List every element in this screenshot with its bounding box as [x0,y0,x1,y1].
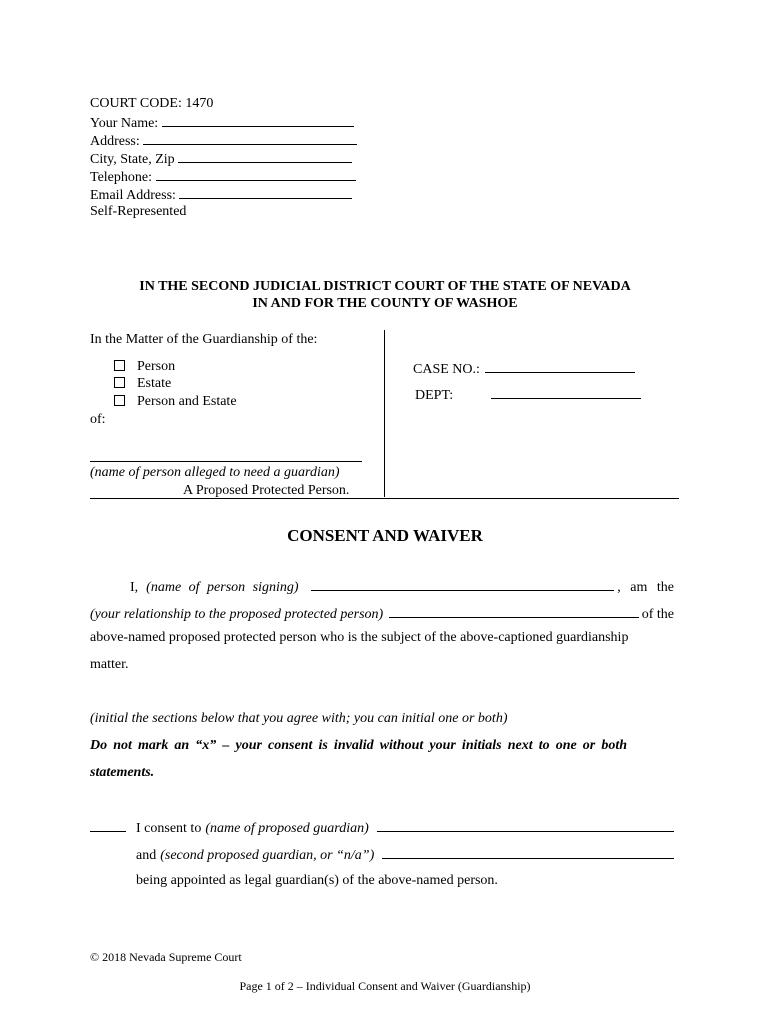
relationship-field[interactable] [389,604,639,618]
self-represented: Self-Represented [90,204,187,219]
second-guardian-row [136,845,674,864]
city-label: City, State, Zip [90,152,175,167]
telephone-field[interactable] [156,167,356,181]
your-name-row [90,113,354,133]
dept-row [415,385,641,404]
option-person-and-estate-label: Person and Estate [137,394,237,409]
appointed-line: being appointed as legal guardian(s) of the above-named person. [136,873,498,888]
warning-line-2: statements. [90,765,155,780]
case-no-row [413,359,635,378]
option-person[interactable] [114,359,175,375]
second-guardian-field[interactable] [382,845,674,859]
second-guardian-hint: (second proposed guardian, or “n/a”) [160,848,375,863]
am-the-label: , am the [617,580,674,595]
of-label: of: [90,412,106,427]
and-label: and [136,848,157,863]
option-person-and-estate[interactable] [114,394,237,410]
city-row [90,149,352,169]
case-no-label: CASE NO.: [413,362,480,377]
page-footer: Page 1 of 2 – Individual Consent and Waiver (Guardianship) [239,979,531,993]
email-label: Email Address: [90,188,176,203]
city-field[interactable] [178,149,352,163]
paragraph-line-3: above-named proposed protected person who is the subject of the above-captioned guardianship [90,630,629,645]
ward-name-field[interactable] [90,461,362,462]
person-and-estate-checkbox[interactable] [114,395,125,406]
option-estate-label: Estate [137,376,172,391]
address-label: Address: [90,134,140,149]
your-name-label: Your Name: [90,116,159,131]
address-row [90,131,357,151]
caption-divider [384,330,385,497]
court-code: COURT CODE: 1470 [90,96,214,111]
telephone-label: Telephone: [90,170,152,185]
case-no-field[interactable] [485,359,635,373]
person-checkbox[interactable] [114,360,125,371]
document-title: CONSENT AND WAIVER [287,526,483,545]
guardian-hint: (name of proposed guardian) [205,821,369,836]
dept-label: DEPT: [415,388,454,403]
copyright: © 2018 Nevada Supreme Court [90,950,242,964]
email-row [90,185,352,205]
signer-row [90,577,674,596]
signer-hint: (name of person signing) [146,580,299,595]
of-the-label: of the [641,607,674,622]
consent-row [90,818,674,837]
relationship-row [90,604,674,623]
email-field[interactable] [179,185,352,199]
option-person-label: Person [137,359,176,374]
i-consent-label: I consent to [136,821,202,836]
your-name-field[interactable] [162,113,354,127]
signer-name-field[interactable] [311,577,615,591]
address-field[interactable] [143,131,357,145]
matter-label: In the Matter of the Guardianship of the: [90,332,318,347]
initial-hint: (initial the sections below that you agree with; you can initial one or both) [90,711,508,726]
initials-field[interactable] [90,818,126,832]
proposed-protected-label: A Proposed Protected Person. [183,483,350,498]
option-estate[interactable] [114,376,171,392]
dept-field[interactable] [491,385,641,399]
court-line-2: IN AND FOR THE COUNTY OF WASHOE [252,296,518,311]
estate-checkbox[interactable] [114,377,125,388]
telephone-row [90,167,356,187]
relationship-hint: (your relationship to the proposed protected person) [90,607,384,622]
paragraph-line-4: matter. [90,657,129,672]
guardian-name-field[interactable] [377,818,674,832]
i-label: I, [130,580,139,595]
court-line-1: IN THE SECOND JUDICIAL DISTRICT COURT OF THE STATE OF NEVADA [139,279,631,294]
warning-line-1: Do not mark an “x” – your consent is invalid without your initials next to one or both [90,738,628,753]
ward-name-hint: (name of person alleged to need a guardian) [90,465,340,480]
caption-bottom-rule [90,498,679,499]
